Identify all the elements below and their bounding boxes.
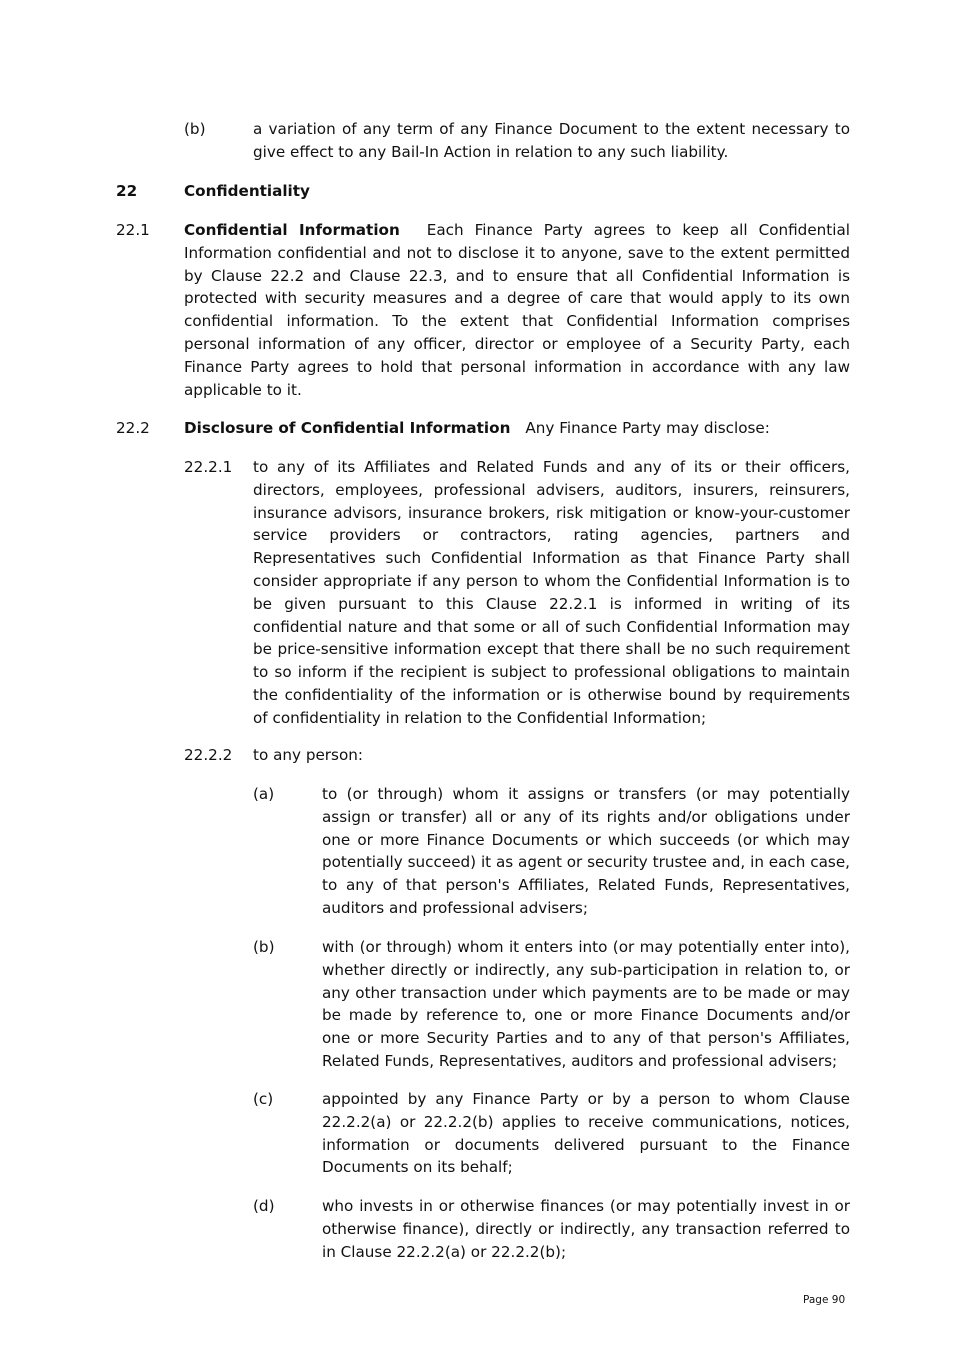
subclause-number: 22.2 xyxy=(116,419,150,437)
subclause-heading: Confidential Information xyxy=(184,221,400,239)
page-number: Page 90 xyxy=(803,1294,846,1306)
clause-title: Confidentiality xyxy=(184,182,310,200)
subclause-22-2 xyxy=(184,417,850,440)
subclause-heading: Disclosure of Confidential Information xyxy=(184,419,511,437)
item-text: to (or through) whom it assigns or transfers (or may potentially assign or transfer) all or any of its rights and/or obligations under one or more Finance Documents or which succeeds (or which may potentially succeed) it as agent or security trustee and, in each case, to any of that person's Affiliates, Related Funds, Representatives, auditors and professional advisers; xyxy=(322,785,850,917)
paragraph-text: to any of its Affiliates and Related Funds and any of its or their officers, directors, employees, professional advisers, auditors, insurers, reinsurers, insurance advisors, insurance brokers, risk mitigation or know-your-customer service providers or contractors, rating agencies, partners and Representatives such Confidential Information as that Finance Party shall consider appropriate if any person to whom the Confidential Information is to be given pursuant to this Clause 22.2.1 is informed in writing of its confidential nature and that some or all of such Confidential Information may be price-sensitive information except that there shall be no such requirement to so inform if the recipient is subject to professional obligations to maintain the confidentiality of the information or is otherwise bound by requirements of confidentiality in relation to the Confidential Information; xyxy=(253,458,850,727)
subclause-number: 22.1 xyxy=(116,221,150,239)
item-text: appointed by any Finance Party or by a person to whom Clause 22.2.2(a) or 22.2.2(b) applies to receive communications, notices, information or documents delivered pursuant to the Finance Documents on its behalf; xyxy=(322,1090,850,1177)
item-label: (d) xyxy=(253,1197,275,1215)
item-label: (b) xyxy=(184,120,206,138)
item-text: who invests in or otherwise finances (or may potentially invest in or otherwise finance), directly or indirectly, any transaction referred to in Clause 22.2.2(a) or 22.2.2(b); xyxy=(322,1197,850,1261)
subclause-text: Any Finance Party may disclose: xyxy=(525,419,770,437)
paragraph-number: 22.2.1 xyxy=(184,458,233,476)
subclause-22-1 xyxy=(184,219,850,401)
clause-number: 22 xyxy=(116,182,138,200)
paragraph-text: to any person: xyxy=(253,746,363,764)
item-text: with (or through) whom it enters into (or may potentially enter into), whether directly or indirectly, any sub-participation in relation to, or any other transaction under which payments are to be made or may be made by reference to, one or more Finance Documents and/or one or more Security Parties and to any of that person's Affiliates, Related Funds, Representatives, auditors and professional advisers; xyxy=(322,938,850,1070)
paragraph-number: 22.2.2 xyxy=(184,746,233,764)
item-label: (a) xyxy=(253,785,275,803)
item-label: (c) xyxy=(253,1090,274,1108)
subclause-text: Each Finance Party agrees to keep all Confidential Information confidential and not to disclose it to anyone, save to the extent permitted by Clause 22.2 and Clause 22.3, and to ensure that all Confidential Information is protected with security measures and a degree of care that would apply to its own confidential information. To the extent that Confidential Information comprises personal information of any officer, director or employee of a Security Party, each Finance Party agrees to hold that personal information in accordance with any law applicable to it. xyxy=(184,221,850,399)
item-label: (b) xyxy=(253,938,275,956)
item-text: a variation of any term of any Finance Document to the extent necessary to give effect to any Bail-In Action in relation to any such liability. xyxy=(253,120,850,161)
